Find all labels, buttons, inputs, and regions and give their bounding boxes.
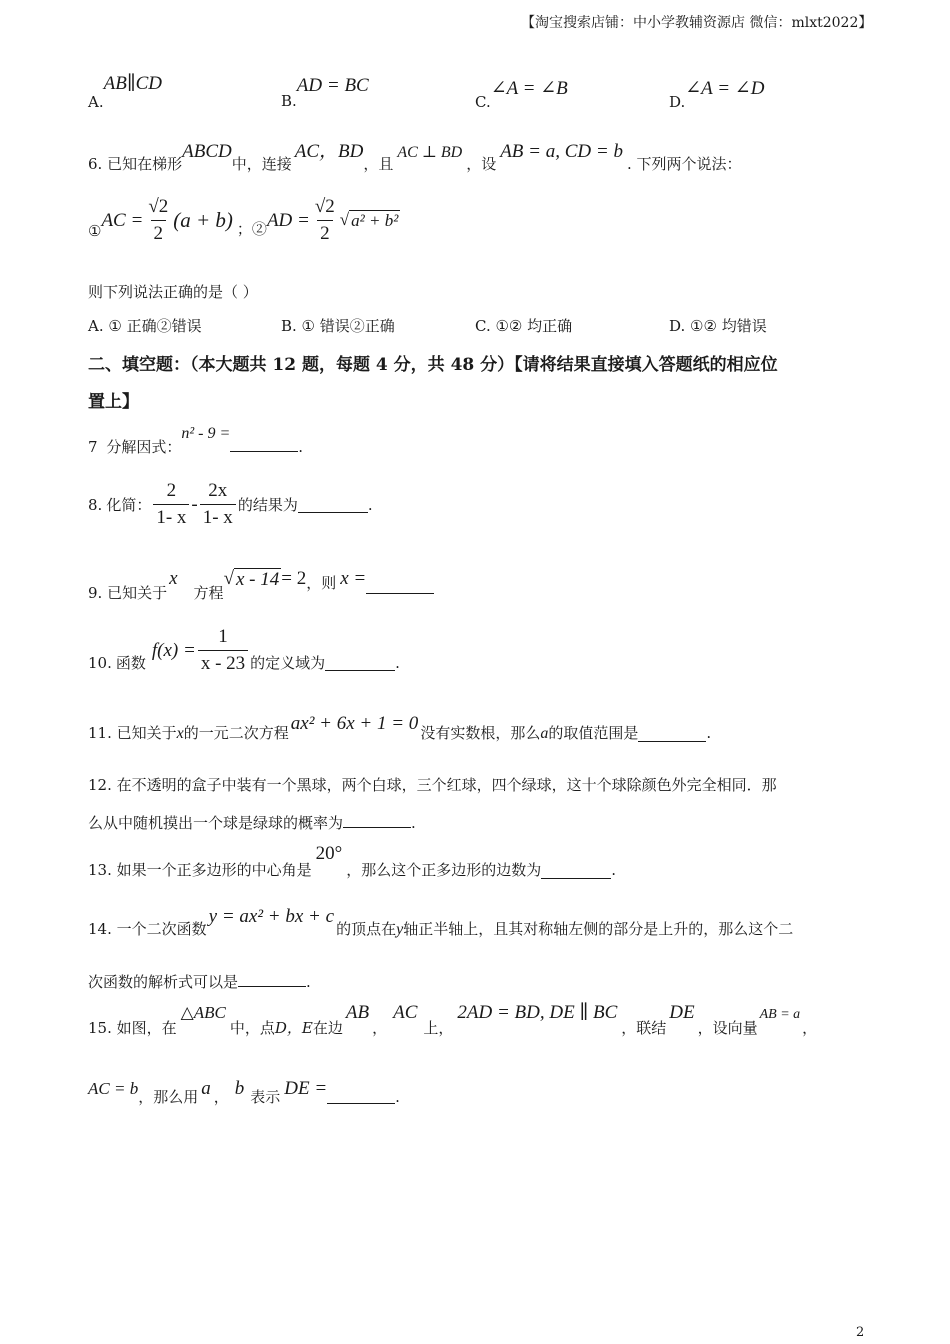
q7-end: . bbox=[298, 438, 304, 456]
q7-text: 分解因式： bbox=[106, 438, 182, 456]
q15-points: D，E bbox=[274, 1019, 313, 1037]
q6-perp: AC ⊥ BD bbox=[397, 144, 463, 161]
q15-vector-ac: AC = b bbox=[88, 1079, 139, 1098]
question-6 bbox=[88, 136, 742, 173]
q6-definition: AB = a, CD = b bbox=[500, 141, 623, 162]
q14-text: 次函数的解析式可以是 bbox=[88, 973, 239, 991]
fraction-denominator: 2 bbox=[317, 220, 333, 245]
q12-text: 么从中随机摸出一个球是绿球的概率为 bbox=[88, 814, 344, 832]
question-number: 7 bbox=[88, 438, 98, 456]
q10-text: 函数 bbox=[115, 654, 146, 672]
q8-fraction-1 bbox=[153, 480, 189, 529]
q9-sqrt bbox=[224, 568, 282, 591]
answer-blank[interactable] bbox=[327, 1103, 395, 1104]
answer-blank[interactable] bbox=[366, 593, 434, 594]
q12-end: . bbox=[411, 814, 416, 832]
q11-text: 已知关于 bbox=[116, 724, 177, 742]
answer-blank[interactable] bbox=[230, 451, 298, 452]
q6-option-c[interactable]: C. ①② 均正确 bbox=[475, 317, 573, 335]
q6-statements bbox=[88, 196, 400, 245]
q8-fraction-2 bbox=[200, 480, 236, 529]
question-13 bbox=[88, 843, 617, 879]
q14-text: 轴正半轴上，且其对称轴左侧的部分是上升的，那么这个二 bbox=[403, 920, 794, 938]
question-14-cont bbox=[88, 970, 311, 992]
question-15-cont bbox=[88, 1078, 400, 1106]
q6-option-a[interactable]: A. ① 正确②错误 bbox=[88, 317, 202, 335]
q13-angle: 20° bbox=[315, 843, 343, 864]
question-number: 8. bbox=[88, 495, 103, 514]
q14-text: 一个二次函数 bbox=[116, 920, 207, 938]
q13-text: 如果一个正多边形的中心角是 bbox=[116, 861, 312, 879]
question-number: 14. bbox=[88, 920, 112, 938]
q11-equation: ax² + 6x + 1 = 0 bbox=[290, 713, 419, 734]
q15-condition: 2AD = BD, DE ∥ BC bbox=[457, 1002, 618, 1023]
q6-text: . 下列两个说法： bbox=[626, 155, 742, 173]
q11-text: 的一元二次方程 bbox=[183, 724, 289, 742]
section-heading: 二、填空题：（本大题共 12 题，每题 4 分，共 48 分）【请将结果直接填入答题纸的相应位 bbox=[88, 355, 778, 375]
q15-vector-a: a bbox=[201, 1078, 211, 1099]
q15-text: ，那么用 bbox=[138, 1088, 199, 1106]
answer-blank[interactable] bbox=[343, 811, 411, 828]
q15-text: 中，点 bbox=[229, 1019, 275, 1037]
answer-blank[interactable] bbox=[298, 496, 368, 513]
q8-minus: - bbox=[191, 493, 198, 515]
q15-triangle: △ABC bbox=[180, 1003, 226, 1022]
q7-expression: n² - 9 = bbox=[181, 425, 231, 442]
answer-blank[interactable] bbox=[541, 878, 611, 879]
q15-end: . bbox=[395, 1088, 400, 1106]
q15-text: ，联结 bbox=[621, 1019, 667, 1037]
q6-text: 中，连接 bbox=[231, 155, 292, 173]
statement-1-rest: (a + b) bbox=[173, 208, 233, 232]
q9-text: ，则 bbox=[306, 574, 337, 592]
question-14 bbox=[88, 906, 794, 938]
statement-1-fraction bbox=[145, 196, 171, 245]
q9-text: 方程 bbox=[193, 584, 224, 602]
q15-text: ， bbox=[372, 1019, 388, 1037]
radical-sign: √ bbox=[223, 568, 234, 589]
fraction-denominator: 2 bbox=[151, 220, 167, 245]
q8-text: 化简： bbox=[106, 496, 152, 514]
q6-text: ，且 bbox=[363, 155, 394, 173]
q13-text: ，那么这个正多边形的边数为 bbox=[346, 861, 542, 879]
q5-option-b[interactable] bbox=[281, 75, 369, 110]
q10-function: f(x) = bbox=[151, 639, 196, 661]
answer-blank[interactable] bbox=[638, 741, 706, 742]
fraction-numerator: 2 bbox=[166, 480, 177, 501]
question-number: 15. bbox=[88, 1019, 112, 1037]
q15-segment: DE bbox=[669, 1002, 695, 1023]
option-letter: B. bbox=[281, 92, 297, 110]
radicand: a² + b² bbox=[351, 211, 399, 230]
q15-vector-ab: AB = a bbox=[759, 1007, 801, 1022]
q11-text: 的取值范围是 bbox=[548, 724, 639, 742]
q15-target: DE = bbox=[284, 1078, 328, 1099]
q14-function: y = ax² + bx + c bbox=[208, 906, 335, 927]
page-header: 【淘宝搜索店铺：中小学教辅资源店 微信：mlxt2022】 bbox=[521, 15, 873, 31]
page-number: 2 bbox=[856, 1325, 865, 1340]
answer-blank[interactable] bbox=[325, 654, 395, 671]
option-letter: D. bbox=[669, 93, 686, 111]
question-12: 12. 在不透明的盒子中装有一个黑球，两个白球，三个红球，四个绿球，这十个球除颜色外完全相同．那 bbox=[88, 776, 777, 794]
statement-2-fraction bbox=[312, 196, 338, 245]
radical-sign: √ bbox=[339, 210, 350, 229]
q11-text: 没有实数根，那么 bbox=[420, 724, 541, 742]
fraction-denominator: x - 23 bbox=[198, 650, 248, 675]
question-12-cont bbox=[88, 811, 416, 833]
q6-trapezoid: ABCD bbox=[182, 141, 232, 162]
q10-fraction bbox=[198, 626, 248, 675]
statement-separator: ；② bbox=[236, 220, 267, 238]
q6-text: 已知在梯形 bbox=[107, 155, 183, 173]
q15-vector-b: b bbox=[234, 1078, 245, 1099]
radicand: x - 14 bbox=[236, 569, 280, 590]
q5-option-d[interactable] bbox=[669, 77, 765, 111]
q11-param: a bbox=[540, 725, 549, 742]
q14-end: . bbox=[306, 973, 311, 991]
q9-variable: x bbox=[169, 568, 178, 589]
option-expr: ∠A = ∠D bbox=[685, 78, 765, 99]
q15-side-ab: AB bbox=[345, 1002, 370, 1023]
q15-text: ， bbox=[802, 1019, 818, 1037]
statement-2-sqrt bbox=[340, 210, 401, 231]
question-15 bbox=[88, 1001, 818, 1037]
question-number: 10. bbox=[88, 653, 112, 672]
q6-diagonals: AC，BD bbox=[294, 141, 364, 162]
question-number: 9. bbox=[88, 584, 103, 602]
fraction-numerator: √2 bbox=[314, 196, 335, 217]
q14-axis: y bbox=[396, 921, 404, 938]
q11-end: . bbox=[706, 724, 712, 742]
fraction-denominator: 1- x bbox=[200, 504, 236, 529]
q15-text: 如图，在 bbox=[116, 1019, 177, 1037]
question-number: 6. bbox=[88, 155, 103, 173]
q15-side-ac: AC bbox=[393, 1002, 418, 1023]
q6-prompt: 则下列说法正确的是（ ） bbox=[88, 283, 258, 301]
q9-text: 已知关于 bbox=[107, 584, 168, 602]
option-letter: A. bbox=[88, 93, 104, 111]
q8-end: . bbox=[367, 495, 373, 514]
question-9 bbox=[88, 568, 434, 602]
option-expr: ∠A = ∠B bbox=[490, 78, 568, 99]
question-number: 11. bbox=[88, 724, 112, 742]
fraction-denominator: 1- x bbox=[153, 504, 189, 529]
q15-text: ，设向量 bbox=[697, 1019, 758, 1037]
question-number: 13. bbox=[88, 861, 112, 879]
q15-text: 表示 bbox=[250, 1088, 281, 1106]
q15-text: ， bbox=[213, 1088, 229, 1106]
statement-1-lhs: AC = bbox=[101, 209, 144, 231]
fraction-numerator: √2 bbox=[148, 196, 169, 217]
q6-option-b[interactable]: B. ① 错误②正确 bbox=[281, 317, 395, 335]
q6-option-d[interactable]: D. ①② 均错误 bbox=[669, 317, 767, 335]
q11-variable: x bbox=[176, 725, 184, 742]
q10-text: 的定义域为 bbox=[250, 654, 326, 672]
question-7 bbox=[88, 422, 304, 456]
question-10 bbox=[88, 626, 400, 675]
q15-text: 上， bbox=[423, 1019, 454, 1037]
q14-text: 的顶点在 bbox=[336, 920, 397, 938]
statement-1-mark: ① bbox=[88, 221, 102, 240]
q5-option-a[interactable] bbox=[88, 72, 162, 111]
q6-text: ，设 bbox=[466, 155, 497, 173]
fraction-numerator: 2x bbox=[208, 480, 228, 501]
q8-text: 的结果为 bbox=[237, 496, 298, 514]
option-expr: AB∥CD bbox=[103, 73, 162, 94]
answer-blank[interactable] bbox=[238, 970, 306, 987]
option-expr: AD = BC bbox=[296, 75, 369, 96]
q9-answer-lhs: x = bbox=[340, 568, 367, 589]
question-11 bbox=[88, 713, 712, 742]
q15-text: 在边 bbox=[312, 1019, 343, 1037]
q5-option-c[interactable] bbox=[475, 77, 568, 111]
fraction-numerator: 1 bbox=[218, 626, 228, 647]
q9-equals: = 2 bbox=[281, 568, 307, 589]
q13-end: . bbox=[611, 861, 617, 879]
question-8 bbox=[88, 480, 373, 529]
option-letter: C. bbox=[475, 93, 491, 111]
q10-end: . bbox=[395, 653, 400, 672]
section-heading-cont: 置上】 bbox=[88, 392, 139, 412]
statement-2-lhs: AD = bbox=[266, 209, 310, 231]
